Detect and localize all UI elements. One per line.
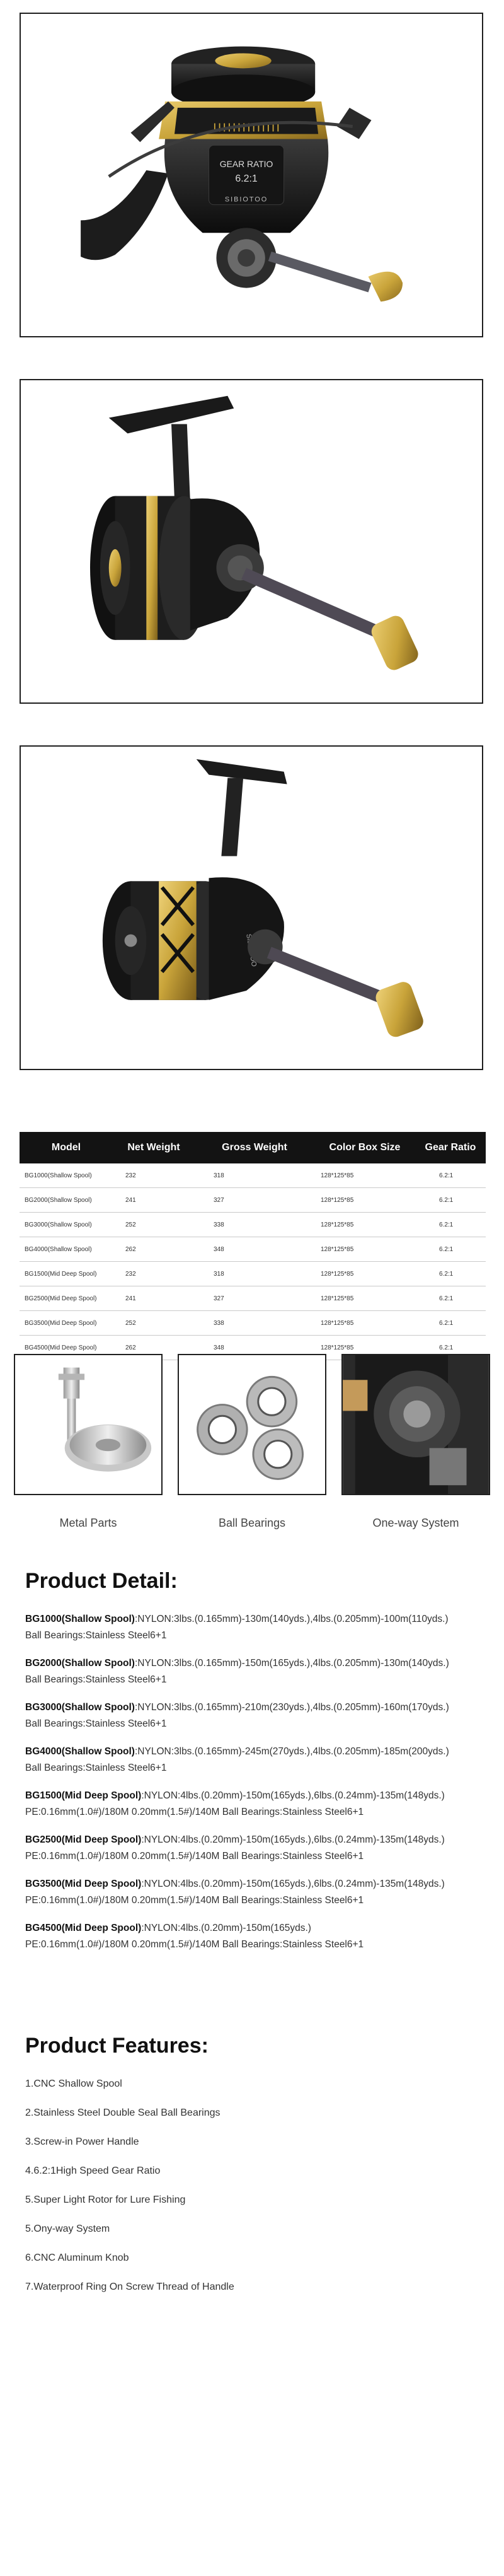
ball-bearings-caption: Ball Bearings [218, 1517, 286, 1529]
cell-net-weight: 232 [113, 1163, 195, 1188]
cell-gross-weight: 348 [195, 1336, 314, 1360]
cell-gross-weight: 338 [195, 1213, 314, 1237]
table-row [20, 1262, 486, 1286]
detail-line1: :NYLON:4lbs.(0.20mm)-150m(165yds.),6lbs.(0.24mm)-135m(148yds.) [141, 1879, 445, 1889]
list-item [25, 1744, 485, 1776]
reel-photo-angle [20, 745, 483, 1070]
gear-ratio-label: GEAR RATIO [219, 159, 273, 170]
cell-gross-weight: 348 [195, 1237, 314, 1262]
cell-box-size: 128*125*85 [314, 1262, 415, 1286]
table-row [20, 1237, 486, 1262]
detail-model: BG1500(Mid Deep Spool) [25, 1790, 142, 1801]
cell-net-weight: 262 [113, 1336, 195, 1360]
list-item: 4.6.2:1High Speed Gear Ratio [25, 2165, 161, 2176]
cell-box-size: 128*125*85 [314, 1237, 415, 1262]
detail-line2: Ball Bearings:Stainless Steel6+1 [25, 1630, 167, 1641]
cell-gross-weight: 318 [195, 1262, 314, 1286]
cell-model: BG2000(Shallow Spool) [20, 1188, 113, 1213]
cell-model: BG4000(Shallow Spool) [20, 1237, 113, 1262]
list-item: 5.Super Light Rotor for Lure Fishing [25, 2194, 186, 2205]
header-color-box-size: Color Box Size [314, 1132, 415, 1163]
cell-net-weight: 252 [113, 1213, 195, 1237]
list-item: 6.CNC Aluminum Knob [25, 2253, 129, 2263]
product-features-list [25, 2078, 466, 2310]
header-net-weight: Net Weight [113, 1132, 195, 1163]
cell-net-weight: 252 [113, 1311, 195, 1336]
cell-box-size: 128*125*85 [314, 1163, 415, 1188]
spec-table-header-row [20, 1132, 486, 1163]
detail-line2: PE:0.16mm(1.0#)/180M 0.20mm(1.5#)/140M Ball Bearings:Stainless Steel6+1 [25, 1939, 364, 1950]
list-item [25, 1832, 485, 1865]
cell-box-size: 128*125*85 [314, 1286, 415, 1311]
metal-parts-photo [14, 1354, 163, 1495]
reel-photo-side [20, 379, 483, 704]
cell-box-size: 128*125*85 [314, 1336, 415, 1360]
list-item: 1.CNC Shallow Spool [25, 2078, 122, 2089]
cell-gear-ratio: 6.2:1 [415, 1262, 486, 1286]
detail-model: BG2000(Shallow Spool) [25, 1658, 135, 1669]
detail-line1: :NYLON:3lbs.(0.165mm)-150m(165yds.),4lbs.(0.205mm)-130m(140yds.) [134, 1658, 449, 1669]
header-gear-ratio: Gear Ratio [415, 1132, 486, 1163]
detail-line2: PE:0.16mm(1.0#)/180M 0.20mm(1.5#)/140M Ball Bearings:Stainless Steel6+1 [25, 1895, 364, 1906]
reel-angle-illustration [21, 747, 482, 1069]
reel-side-illustration [21, 380, 482, 702]
detail-line1: :NYLON:3lbs.(0.165mm)-130m(140yds.),4lbs.(0.205mm)-100m(110yds.) [134, 1614, 449, 1624]
detail-line1: :NYLON:4lbs.(0.20mm)-150m(165yds.) [141, 1923, 311, 1933]
product-features-title: Product Features: [25, 2034, 209, 2058]
detail-line1: :NYLON:3lbs.(0.165mm)-245m(270yds.),4lbs.(0.205mm)-185m(200yds.) [134, 1746, 449, 1757]
detail-model: BG4000(Shallow Spool) [25, 1746, 135, 1757]
cell-gear-ratio: 6.2:1 [415, 1286, 486, 1311]
product-detail-list [25, 1611, 485, 1964]
table-row [20, 1213, 486, 1237]
cell-model: BG4500(Mid Deep Spool) [20, 1336, 113, 1360]
cell-net-weight: 232 [113, 1262, 195, 1286]
detail-model: BG1000(Shallow Spool) [25, 1614, 135, 1624]
detail-line1: :NYLON:3lbs.(0.165mm)-210m(230yds.),4lbs.(0.205mm)-160m(170yds.) [134, 1702, 449, 1713]
cell-gross-weight: 318 [195, 1163, 314, 1188]
cell-net-weight: 241 [113, 1188, 195, 1213]
one-way-system-caption: One-way System [372, 1517, 459, 1529]
gear-ratio-value: 6.2:1 [235, 173, 258, 184]
metal-parts-caption: Metal Parts [59, 1517, 117, 1529]
detail-line2: Ball Bearings:Stainless Steel6+1 [25, 1763, 167, 1773]
spec-table [20, 1132, 486, 1360]
cell-box-size: 128*125*85 [314, 1213, 415, 1237]
detail-model: BG2500(Mid Deep Spool) [25, 1834, 142, 1845]
detail-line2: Ball Bearings:Stainless Steel6+1 [25, 1674, 167, 1685]
detail-model: BG3500(Mid Deep Spool) [25, 1879, 142, 1889]
detail-line2: PE:0.16mm(1.0#)/180M 0.20mm(1.5#)/140M Ball Bearings:Stainless Steel6+1 [25, 1851, 364, 1862]
cell-gross-weight: 327 [195, 1286, 314, 1311]
list-item [25, 1699, 485, 1732]
cell-box-size: 128*125*85 [314, 1188, 415, 1213]
cell-model: BG2500(Mid Deep Spool) [20, 1286, 113, 1311]
detail-model: BG3000(Shallow Spool) [25, 1702, 135, 1713]
one-way-system-photo [341, 1354, 490, 1495]
list-item [25, 1655, 485, 1688]
table-row [20, 1163, 486, 1188]
reel-photo-front [20, 13, 483, 337]
list-item [25, 1788, 485, 1821]
header-gross-weight: Gross Weight [195, 1132, 314, 1163]
cell-net-weight: 262 [113, 1237, 195, 1262]
cell-gear-ratio: 6.2:1 [415, 1311, 486, 1336]
list-item: 2.Stainless Steel Double Seal Ball Bearings [25, 2107, 220, 2118]
list-item [25, 1876, 485, 1909]
table-row [20, 1311, 486, 1336]
detail-line2: Ball Bearings:Stainless Steel6+1 [25, 1718, 167, 1729]
detail-line1: :NYLON:4lbs.(0.20mm)-150m(165yds.),6lbs.(0.24mm)-135m(148yds.) [141, 1790, 445, 1801]
header-model: Model [20, 1132, 113, 1163]
cell-gross-weight: 327 [195, 1188, 314, 1213]
cell-gear-ratio: 6.2:1 [415, 1213, 486, 1237]
cell-model: BG1500(Mid Deep Spool) [20, 1262, 113, 1286]
table-row [20, 1286, 486, 1311]
cell-model: BG1000(Shallow Spool) [20, 1163, 113, 1188]
list-item: 3.Screw-in Power Handle [25, 2136, 139, 2147]
cell-gear-ratio: 6.2:1 [415, 1237, 486, 1262]
list-item: 7.Waterproof Ring On Screw Thread of Handle [25, 2282, 234, 2292]
svg-text:| | | | | | | | | | | | | |: | | | | | | | | | | | | | | [213, 121, 280, 132]
list-item: 5.Ony-way System [25, 2223, 110, 2234]
cell-model: BG3000(Shallow Spool) [20, 1213, 113, 1237]
detail-line1: :NYLON:4lbs.(0.20mm)-150m(165yds.),6lbs.(0.24mm)-135m(148yds.) [141, 1834, 445, 1845]
detail-line2: PE:0.16mm(1.0#)/180M 0.20mm(1.5#)/140M Ball Bearings:Stainless Steel6+1 [25, 1807, 364, 1817]
list-item [25, 1920, 485, 1953]
brand-text: SIBIOTOO [224, 195, 268, 204]
cell-model: BG3500(Mid Deep Spool) [20, 1311, 113, 1336]
cell-gear-ratio: 6.2:1 [415, 1163, 486, 1188]
cell-box-size: 128*125*85 [314, 1311, 415, 1336]
cell-net-weight: 241 [113, 1286, 195, 1311]
table-row [20, 1188, 486, 1213]
cell-gear-ratio: 6.2:1 [415, 1336, 486, 1360]
detail-model: BG4500(Mid Deep Spool) [25, 1923, 142, 1933]
ball-bearings-photo [178, 1354, 326, 1495]
cell-gross-weight: 338 [195, 1311, 314, 1336]
product-detail-title: Product Detail: [25, 1569, 178, 1593]
reel-front-illustration [21, 14, 482, 336]
list-item [25, 1611, 485, 1644]
cell-gear-ratio: 6.2:1 [415, 1188, 486, 1213]
